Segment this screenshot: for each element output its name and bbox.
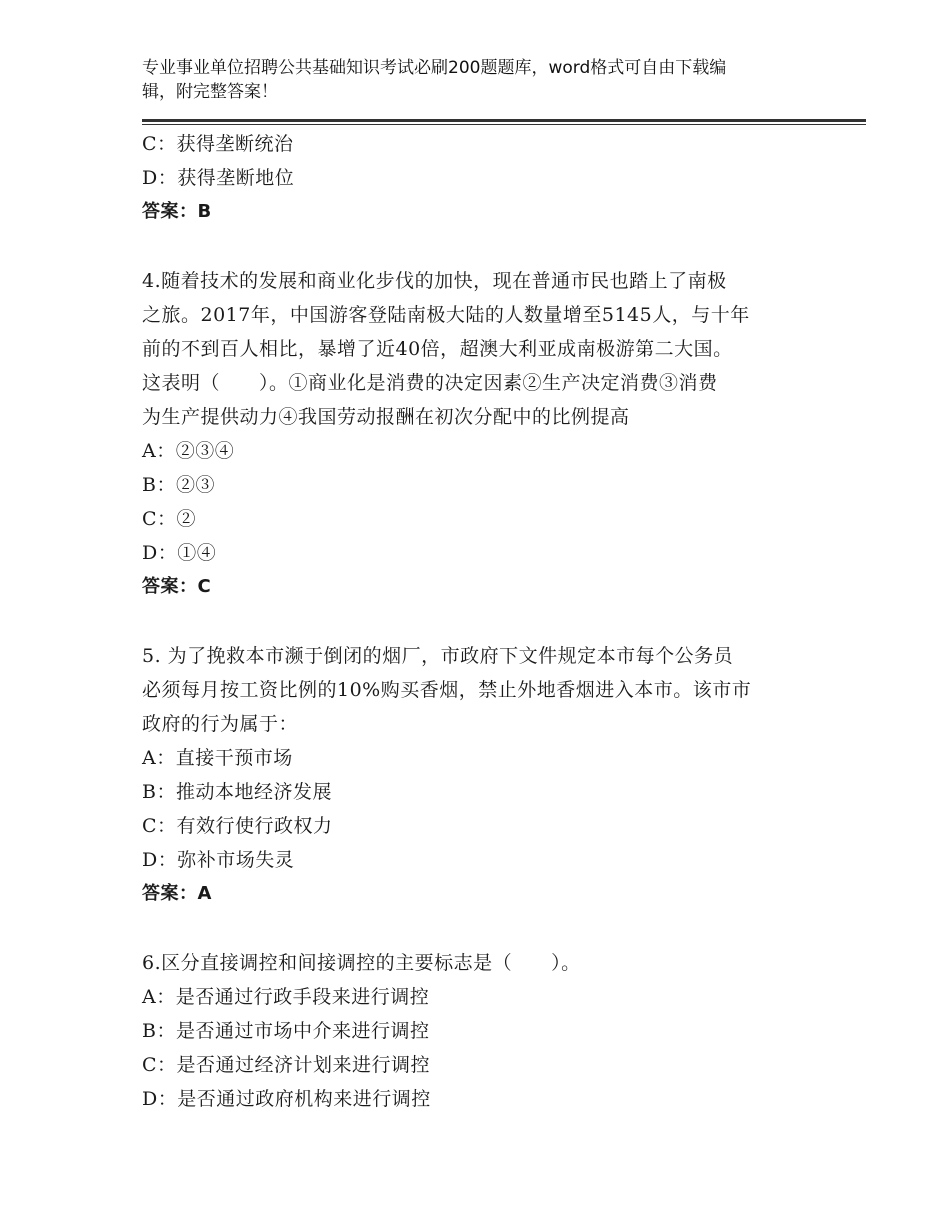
q4-answer: 答案：C bbox=[142, 576, 212, 597]
page-header bbox=[142, 56, 802, 104]
q4-option-a: A：②③④ bbox=[142, 440, 235, 462]
q4-option-c: C：② bbox=[142, 508, 197, 530]
prev-option-d: D：获得垄断地位 bbox=[142, 167, 295, 189]
q4-stem-line-4: 这表明（ ）。①商业化是消费的决定因素②生产决定消费③消费 bbox=[142, 372, 718, 394]
header-rule-thick bbox=[142, 119, 866, 122]
q5-option-d: D：弥补市场失灵 bbox=[142, 849, 295, 871]
q6-option-a: A：是否通过行政手段来进行调控 bbox=[142, 986, 430, 1008]
q5-stem-line-2: 必须每月按工资比例的10%购买香烟，禁止外地香烟进入本市。该市市 bbox=[142, 679, 752, 701]
q4-stem-line-1: 4.随着技术的发展和商业化步伐的加快，现在普通市民也踏上了南极 bbox=[142, 270, 727, 292]
prev-answer: 答案：B bbox=[142, 201, 212, 222]
prev-option-c: C：获得垄断统治 bbox=[142, 133, 294, 155]
header-line-1: 专业事业单位招聘公共基础知识考试必刷200题题库，word格式可自由下载编 bbox=[142, 58, 727, 78]
q4-stem-line-5: 为生产提供动力④我国劳动报酬在初次分配中的比例提高 bbox=[142, 406, 630, 428]
header-rule-thin bbox=[142, 124, 866, 125]
q4-stem-line-3: 前的不到百人相比，暴增了近40倍，超澳大利亚成南极游第二大国。 bbox=[142, 338, 733, 360]
q4-option-b: B：②③ bbox=[142, 474, 215, 496]
q5-option-a: A：直接干预市场 bbox=[142, 747, 293, 769]
q6-option-b: B：是否通过市场中介来进行调控 bbox=[142, 1020, 430, 1042]
q4-stem-line-2: 之旅。2017年，中国游客登陆南极大陆的人数量增至5145人，与十年 bbox=[142, 304, 750, 326]
q5-stem-line-1: 5. 为了挽救本市濒于倒闭的烟厂，市政府下文件规定本市每个公务员 bbox=[142, 645, 734, 667]
q6-option-d: D：是否通过政府机构来进行调控 bbox=[142, 1088, 431, 1110]
q6-stem-line-1: 6.区分直接调控和间接调控的主要标志是（ ）。 bbox=[142, 952, 581, 974]
header-line-2: 辑，附完整答案！ bbox=[142, 82, 278, 102]
q4-option-d: D：①④ bbox=[142, 542, 217, 564]
q5-option-b: B：推动本地经济发展 bbox=[142, 781, 332, 803]
q5-option-c: C：有效行使行政权力 bbox=[142, 815, 333, 837]
q5-answer: 答案：A bbox=[142, 883, 212, 904]
q6-option-c: C：是否通过经济计划来进行调控 bbox=[142, 1054, 431, 1076]
q5-stem-line-3: 政府的行为属于： bbox=[142, 713, 299, 735]
